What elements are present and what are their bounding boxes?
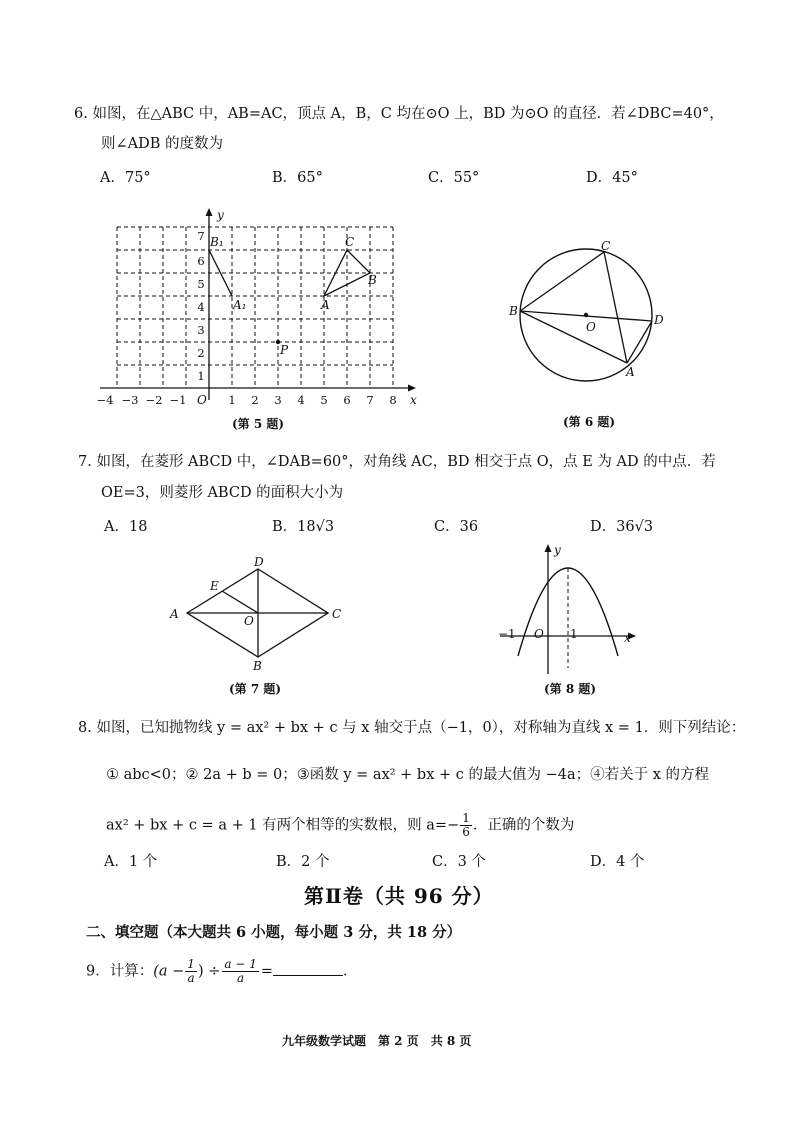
fig5-grid-figure (90, 200, 430, 415)
fig6-label-c: C (601, 239, 611, 253)
q8-option-a: A．1 个 (104, 854, 158, 870)
q9-prefix: 9．计算： (86, 963, 154, 980)
fig5-label-a: A (321, 298, 330, 312)
fig8-label-o: O (534, 627, 544, 641)
fig6-label-a: A (626, 365, 635, 379)
q6-option-b: B．65° (272, 170, 323, 186)
q8-fraction-numerator: 1 (462, 811, 470, 825)
fig5-x-tick: −3 (121, 393, 139, 407)
q6-option-a: A．75° (100, 170, 151, 186)
q7-option-b: B．18√3 (272, 519, 335, 535)
fig7-rhombus-figure (160, 552, 360, 674)
q8-line3-end: ．正确的个数为 (472, 817, 575, 834)
fig7-label-b: B (253, 659, 262, 673)
section2-title: 第Ⅱ卷（共 96 分） (304, 884, 494, 908)
q9-end: ． (343, 963, 358, 980)
fig5-y-tick: 2 (197, 346, 205, 360)
fig5-x-tick: 2 (251, 393, 259, 407)
fig6-label-d: D (654, 313, 664, 327)
fig6-circle-figure (500, 235, 680, 405)
fig5-x-tick: 4 (297, 393, 305, 407)
q8-option-b: B．2 个 (276, 854, 330, 870)
q6-option-d: D．45° (586, 170, 638, 186)
fig8-label-1: 1 (570, 627, 578, 641)
fig5-label-p: P (280, 343, 289, 357)
q8-fraction (460, 812, 472, 839)
fig6-label-o: O (586, 320, 596, 334)
q8-line1: 8. 如图，已知抛物线 y = ax² + bx + c 与 x 轴交于点（−1，0），对称轴为直线 x = 1．则下列结论： (78, 720, 746, 736)
q8-option-c: C．3 个 (432, 854, 486, 870)
q9-fraction-1-numerator: 1 (187, 957, 195, 971)
q7-option-d: D．36√3 (590, 519, 654, 535)
fig7-label-d: D (254, 555, 264, 569)
fig8-label-y: y (554, 543, 561, 557)
fig7-segment-oe (222, 591, 258, 613)
q6-option-c: C．55° (428, 170, 480, 186)
fig5-y-label: y (217, 208, 224, 222)
fig5-label-b: B (368, 273, 377, 287)
fig8-caption: (第 8 题) (544, 682, 597, 696)
section2-subtitle: 二、填空题（本大题共 6 小题，每小题 3 分，共 18 分） (86, 924, 462, 941)
fig5-label-a1: A₁ (233, 298, 247, 312)
fig6-center-point (584, 313, 588, 317)
fig7-caption: (第 7 题) (229, 682, 282, 696)
fig5-origin-label: O (197, 393, 207, 407)
fig5-y-tick: 6 (197, 254, 205, 268)
fig5-x-tick: −2 (145, 393, 163, 407)
q6-line2: 则∠ADB 的度数为 (101, 136, 224, 152)
q9-fraction-1-denominator: a (187, 971, 195, 985)
q9-expr-b: ) ÷ (197, 963, 221, 980)
fig5-x-tick: 7 (366, 393, 374, 407)
fig7-label-o: O (244, 614, 254, 628)
q8-option-d: D．4 个 (590, 854, 645, 870)
q7-line1: 7. 如图，在菱形 ABCD 中，∠DAB=60°，对角线 AC，BD 相交于点 O，点 E 为 AD 的中点．若 (78, 454, 716, 470)
q8-line2: ① abc<0；② 2a + b = 0；③函数 y = ax² + bx + c 的最大值为 −4a；④若关于 x 的方程 (106, 767, 710, 783)
fig5-y-tick: 7 (197, 229, 205, 243)
fig5-label-c: C (345, 235, 355, 249)
fig5-x-tick: 6 (343, 393, 351, 407)
fig8-parabola-figure (490, 538, 650, 680)
q8-line3-equation: ax² + bx + c = a + 1 有两个相等的实数根，则 a=− (106, 817, 460, 834)
q9-fraction-2 (222, 958, 258, 985)
fig5-x-tick: 3 (274, 393, 282, 407)
q6-line1: 6. 如图，在△ABC 中，AB=AC，顶点 A，B，C 均在⊙O 上，BD 为⊙O 的直径．若∠DBC=40°， (74, 106, 724, 122)
fig5-y-tick: 1 (197, 369, 205, 383)
q8-line3 (106, 812, 574, 839)
fig8-label-neg1: −1 (498, 627, 516, 641)
q7-line2: OE=3，则菱形 ABCD 的面积大小为 (101, 485, 344, 501)
fig5-x-tick: 1 (228, 393, 236, 407)
fig5-caption: (第 5 题) (232, 417, 285, 431)
fig5-y-tick: 3 (197, 323, 205, 337)
fig6-label-b: B (509, 304, 518, 318)
fig5-x-tick: −1 (169, 393, 187, 407)
fig5-segment-a1b1 (209, 250, 232, 296)
fig7-label-e: E (210, 579, 219, 593)
q9-fraction-1 (185, 958, 197, 985)
q9-expr-a: (a − (153, 963, 185, 980)
q7-option-a: A．18 (104, 519, 148, 535)
q9-fraction-2-numerator: a − 1 (224, 957, 257, 971)
fig5-y-tick: 5 (197, 277, 205, 291)
q9-line (86, 958, 358, 985)
fig7-label-a: A (170, 607, 179, 621)
fig5-x-tick: 8 (389, 393, 397, 407)
fig5-label-b1: B₁ (210, 235, 224, 249)
q9-expr-c: = (260, 963, 273, 980)
fig5-x-tick: 5 (320, 393, 328, 407)
q9-answer-blank[interactable] (273, 961, 343, 976)
fig7-label-c: C (332, 607, 342, 621)
fig5-x-tick: −4 (96, 393, 114, 407)
page-footer: 九年级数学试题 第 2 页 共 8 页 (282, 1034, 472, 1048)
q7-option-c: C．36 (434, 519, 479, 535)
q9-fraction-2-denominator: a (237, 971, 245, 985)
fig6-caption: (第 6 题) (563, 415, 616, 429)
fig5-y-tick: 4 (197, 300, 205, 314)
fig8-label-x: x (624, 631, 631, 645)
q8-fraction-denominator: 6 (462, 825, 470, 839)
fig5-x-label: x (410, 393, 417, 407)
